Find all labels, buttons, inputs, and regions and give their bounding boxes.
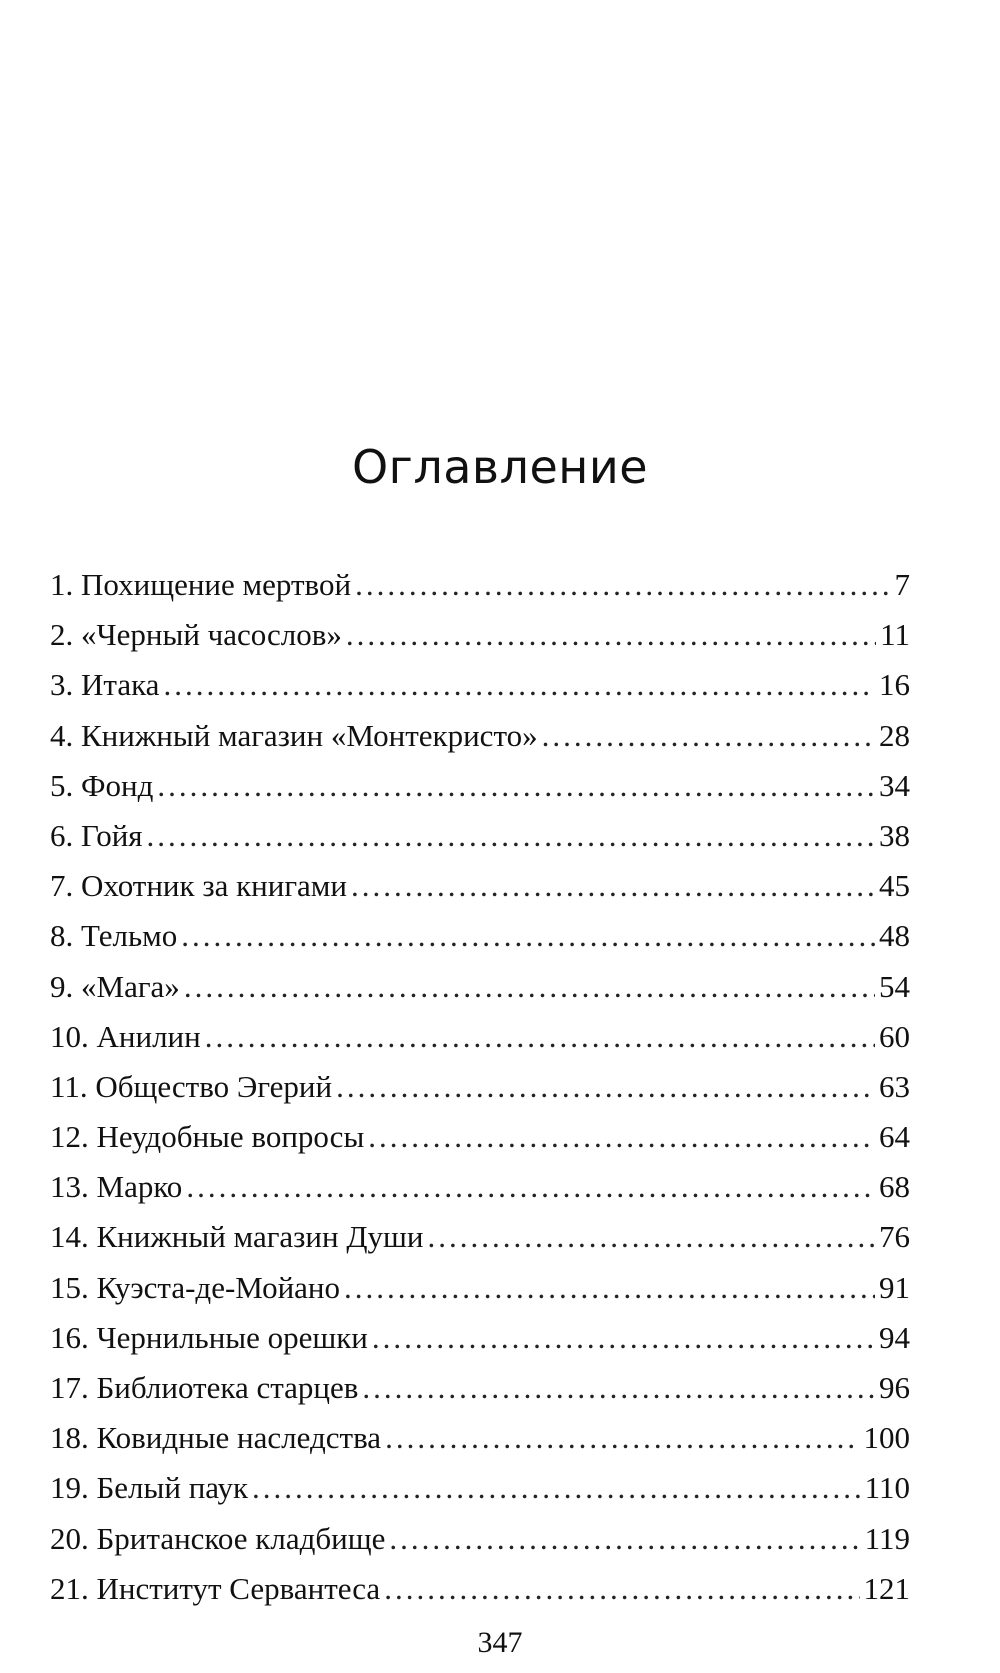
page-number: 347 xyxy=(477,1626,523,1659)
toc-entry xyxy=(50,660,910,710)
dot-leader xyxy=(252,1463,861,1513)
toc-entry-title: 13. Марко xyxy=(50,1169,183,1205)
dot-leader xyxy=(346,610,876,660)
dot-leader xyxy=(336,1062,875,1112)
toc-entry-page: 91 xyxy=(879,1269,910,1305)
toc-entry xyxy=(50,1313,910,1363)
toc-entry-page: 100 xyxy=(863,1420,910,1456)
toc-entry-page: 34 xyxy=(879,767,910,803)
toc-entry xyxy=(50,761,910,811)
toc-entry-title: 10. Анилин xyxy=(50,1018,201,1054)
toc-entry-page: 119 xyxy=(864,1520,910,1556)
dot-leader xyxy=(384,1564,859,1614)
toc-entry-title: 5. Фонд xyxy=(50,767,154,803)
toc-entry xyxy=(50,1263,910,1313)
toc-entry-page: 45 xyxy=(879,868,910,904)
toc-entry-page: 28 xyxy=(879,717,910,753)
dot-leader xyxy=(157,761,875,811)
toc-entry-title: 21. Институт Сервантеса xyxy=(50,1570,381,1606)
toc-entry xyxy=(50,1062,910,1112)
dot-leader xyxy=(147,811,875,861)
toc-entry-title: 12. Неудобные вопросы xyxy=(50,1119,365,1155)
dot-leader xyxy=(181,911,875,961)
dot-leader xyxy=(351,861,875,911)
toc-entry-title: 16. Чернильные орешки xyxy=(50,1319,368,1355)
dot-leader xyxy=(344,1263,875,1313)
toc-entry-title: 18. Ковидные наследства xyxy=(50,1420,382,1456)
page-title: Оглавление xyxy=(351,440,649,494)
toc-entry-title: 3. Итака xyxy=(50,667,160,703)
toc-entry-page: 63 xyxy=(879,1068,910,1104)
dot-leader xyxy=(372,1313,875,1363)
toc-entry-title: 8. Тельмо xyxy=(50,918,178,954)
toc-entry-title: 19. Белый паук xyxy=(50,1470,249,1506)
toc-entry-page: 68 xyxy=(879,1169,910,1205)
dot-leader xyxy=(385,1413,859,1463)
toc-entry-page: 16 xyxy=(879,667,910,703)
toc-entry xyxy=(50,1413,910,1463)
toc-entry-title: 1. Похищение мертвой xyxy=(50,567,352,602)
toc-entry-title: 2. «Черный часослов» xyxy=(50,617,342,653)
toc-entry-page: 7 xyxy=(894,567,910,602)
dot-leader xyxy=(163,660,875,710)
toc-entry-page: 96 xyxy=(879,1370,910,1405)
toc-entry xyxy=(50,610,910,660)
toc-entry xyxy=(50,1363,910,1413)
toc-entry-title: 6. Гойя xyxy=(50,817,143,853)
toc-entry-title: 7. Охотник за книгами xyxy=(50,868,348,904)
toc-entry-page: 60 xyxy=(879,1018,910,1054)
toc-entry-page: 11 xyxy=(880,617,910,653)
toc-entry-page: 38 xyxy=(879,817,910,853)
table-of-contents xyxy=(50,560,910,1614)
toc-entry-page: 48 xyxy=(879,918,910,954)
toc-entry-title: 20. Британское кладбище xyxy=(50,1520,386,1556)
toc-entry-page: 76 xyxy=(879,1219,910,1255)
dot-leader xyxy=(427,1212,875,1262)
toc-entry-title: 9. «Мага» xyxy=(50,968,180,1004)
toc-entry xyxy=(50,962,910,1012)
dot-leader xyxy=(205,1012,875,1062)
toc-entry-title: 11. Общество Эгерий xyxy=(50,1068,333,1104)
dot-leader xyxy=(362,1363,875,1413)
dot-leader xyxy=(389,1514,860,1564)
toc-entry xyxy=(50,1012,910,1062)
toc-entry xyxy=(50,1514,910,1564)
toc-entry xyxy=(50,711,910,761)
toc-entry xyxy=(50,560,910,610)
toc-entry xyxy=(50,1564,910,1614)
toc-entry xyxy=(50,811,910,861)
dot-leader xyxy=(186,1162,875,1212)
toc-entry-page: 54 xyxy=(879,968,910,1004)
dot-leader xyxy=(542,711,875,761)
toc-entry-page: 110 xyxy=(864,1470,910,1506)
toc-entry-title: 15. Куэста-де-Мойано xyxy=(50,1269,341,1305)
dot-leader xyxy=(184,962,875,1012)
toc-entry-title: 4. Книжный магазин «Монтекристо» xyxy=(50,717,538,753)
toc-entry xyxy=(50,1112,910,1162)
dot-leader xyxy=(368,1112,875,1162)
toc-entry xyxy=(50,861,910,911)
toc-entry xyxy=(50,911,910,961)
toc-entry-page: 64 xyxy=(879,1119,910,1155)
toc-entry-title: 17. Библиотека старцев xyxy=(50,1370,359,1405)
toc-entry-page: 121 xyxy=(863,1570,910,1606)
dot-leader xyxy=(355,560,890,610)
toc-entry xyxy=(50,1463,910,1513)
toc-entry-page: 94 xyxy=(879,1319,910,1355)
toc-entry xyxy=(50,1212,910,1262)
toc-entry xyxy=(50,1162,910,1212)
toc-entry-title: 14. Книжный магазин Души xyxy=(50,1219,424,1255)
